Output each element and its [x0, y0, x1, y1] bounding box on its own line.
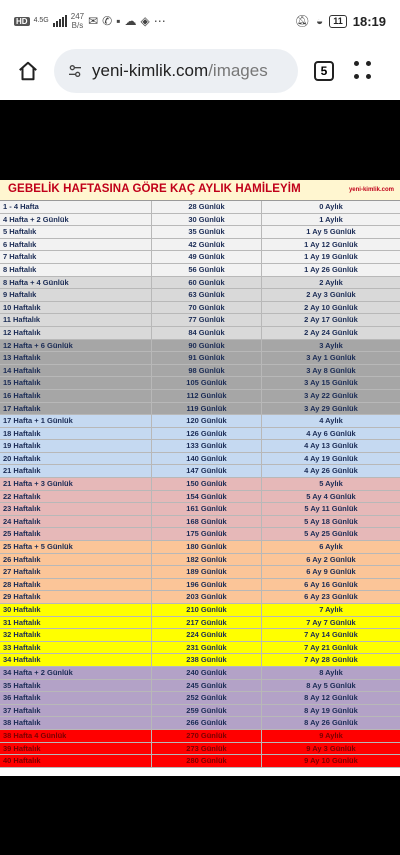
week-cell: 6 Haftalık: [0, 239, 152, 251]
table-row: [0, 289, 400, 302]
months-cell: 2 Aylık: [319, 277, 343, 287]
week-cell: 20 Haftalık: [0, 453, 152, 465]
days-cell: 63 Günlük: [152, 289, 262, 301]
week-cell: 17 Haftalık: [0, 403, 152, 415]
network-type: 4.5G: [33, 17, 49, 24]
table-row: [0, 251, 400, 264]
days-cell: 30 Günlük: [152, 214, 262, 226]
mute-icon: 🔕︎: [294, 14, 310, 28]
site-info-icon[interactable]: [66, 62, 84, 80]
week-cell: 37 Haftalık: [0, 705, 152, 717]
months-cell: 3 Ay 1 Günlük: [306, 353, 356, 363]
days-cell: 98 Günlük: [152, 365, 262, 377]
week-cell: 1 - 4 Hafta: [0, 201, 152, 213]
battery-icon: 11: [329, 15, 347, 28]
months-cell: 3 Ay 15 Günlük: [304, 378, 358, 388]
table-row: [0, 604, 400, 617]
months-cell: 4 Ay 19 Günlük: [304, 453, 358, 463]
months-cell: 2 Ay 17 Günlük: [304, 315, 358, 325]
months-cell: 7 Ay 28 Günlük: [304, 655, 358, 665]
table-row: [0, 365, 400, 378]
whatsapp-icon: ✆: [102, 14, 113, 28]
url-path: /images: [208, 61, 268, 80]
table-row: [0, 516, 400, 529]
table-body: [0, 201, 400, 768]
days-cell: 60 Günlük: [152, 277, 262, 289]
speed-value: 247: [70, 12, 85, 21]
table-row: [0, 352, 400, 365]
table-row: [0, 491, 400, 504]
months-cell: 3 Aylık: [319, 340, 343, 350]
messenger-icon: ✉: [88, 14, 99, 28]
url-domain: yeni-kimlik.com: [92, 61, 209, 80]
network-speed: [71, 12, 84, 30]
days-cell: 77 Günlük: [152, 314, 262, 326]
months-cell: 9 Ay 10 Günlük: [304, 756, 358, 766]
table-row: [0, 390, 400, 403]
home-icon: [17, 60, 39, 82]
table-row: [0, 277, 400, 290]
week-cell: 21 Haftalık: [0, 465, 152, 477]
notification-icon: ▪: [116, 14, 121, 28]
week-cell: 34 Haftalık: [0, 654, 152, 666]
table-row: [0, 302, 400, 315]
clock: 18:19: [352, 13, 386, 29]
week-cell: 32 Haftalık: [0, 629, 152, 641]
months-cell: 8 Ay 26 Günlük: [304, 718, 358, 728]
table-row: [0, 226, 400, 239]
months-cell: 7 Aylık: [319, 605, 343, 614]
table-row: [0, 717, 400, 730]
table-row: [0, 201, 400, 214]
week-cell: 12 Hafta + 6 Günlük: [0, 340, 152, 352]
days-cell: 210 Günlük: [152, 604, 262, 616]
days-cell: 196 Günlük: [152, 579, 262, 591]
days-cell: 119 Günlük: [152, 403, 262, 415]
months-cell: 8 Ay 12 Günlük: [304, 693, 358, 703]
months-cell: 5 Ay 4 Günlük: [306, 491, 356, 501]
months-cell: 2 Ay 10 Günlük: [304, 302, 358, 312]
months-cell: 2 Ay 3 Günlük: [306, 290, 356, 300]
days-cell: 147 Günlük: [152, 465, 262, 477]
week-cell: 38 Haftalık: [0, 717, 152, 729]
table-row: [0, 528, 400, 541]
week-cell: 5 Haftalık: [0, 226, 152, 238]
days-cell: 150 Günlük: [152, 478, 262, 490]
menu-icon[interactable]: [354, 61, 374, 81]
week-cell: 19 Haftalık: [0, 440, 152, 452]
months-cell: 7 Ay 14 Günlük: [304, 630, 358, 640]
months-cell: 6 Ay 9 Günlük: [306, 567, 356, 577]
table-row: [0, 503, 400, 516]
table-title-bar: [0, 180, 400, 201]
table-row: [0, 377, 400, 390]
home-button[interactable]: [10, 53, 46, 89]
table-row: [0, 667, 400, 680]
week-cell: 23 Haftalık: [0, 503, 152, 515]
days-cell: 189 Günlük: [152, 566, 262, 578]
week-cell: 31 Haftalık: [0, 617, 152, 629]
table-row: [0, 415, 400, 428]
week-cell: 34 Hafta + 2 Günlük: [0, 667, 152, 679]
days-cell: 168 Günlük: [152, 516, 262, 528]
months-cell: 6 Aylık: [319, 542, 343, 552]
table-row: [0, 755, 400, 768]
days-cell: 266 Günlük: [152, 717, 262, 729]
week-cell: 14 Haftalık: [0, 365, 152, 377]
table-row: [0, 440, 400, 453]
table-row: [0, 327, 400, 340]
week-cell: 15 Haftalık: [0, 377, 152, 389]
week-cell: 30 Haftalık: [0, 604, 152, 616]
months-cell: 1 Ay 12 Günlük: [304, 239, 358, 249]
days-cell: 84 Günlük: [152, 327, 262, 339]
days-cell: 91 Günlük: [152, 352, 262, 364]
days-cell: 252 Günlük: [152, 692, 262, 704]
months-cell: 7 Ay 21 Günlük: [304, 642, 358, 652]
table-row: [0, 692, 400, 705]
table-row: [0, 465, 400, 478]
months-cell: 5 Aylık: [319, 479, 343, 489]
week-cell: 8 Haftalık: [0, 264, 152, 276]
days-cell: 245 Günlük: [152, 680, 262, 692]
days-cell: 224 Günlük: [152, 629, 262, 641]
week-cell: 39 Haftalık: [0, 743, 152, 755]
week-cell: 29 Haftalık: [0, 591, 152, 603]
months-cell: 6 Ay 2 Günlük: [306, 554, 356, 564]
week-cell: 10 Haftalık: [0, 302, 152, 314]
table-row: [0, 428, 400, 441]
days-cell: 273 Günlük: [152, 743, 262, 755]
week-cell: 33 Haftalık: [0, 642, 152, 654]
months-cell: 6 Ay 23 Günlük: [304, 592, 358, 602]
table-row: [0, 743, 400, 756]
days-cell: 56 Günlük: [152, 264, 262, 276]
months-cell: 1 Ay 19 Günlük: [304, 252, 358, 262]
tab-switcher-button[interactable]: 5: [314, 61, 334, 81]
days-cell: 161 Günlük: [152, 503, 262, 515]
table-row: [0, 453, 400, 466]
days-cell: 35 Günlük: [152, 226, 262, 238]
wifi-icon: ◒: [315, 14, 324, 28]
days-cell: 238 Günlük: [152, 654, 262, 666]
table-row: [0, 340, 400, 353]
months-cell: 3 Ay 29 Günlük: [304, 403, 358, 413]
months-cell: 3 Ay 8 Günlük: [306, 365, 356, 375]
week-cell: 25 Hafta + 5 Günlük: [0, 541, 152, 553]
days-cell: 270 Günlük: [152, 730, 262, 742]
table-row: [0, 403, 400, 416]
table-row: [0, 705, 400, 718]
week-cell: 36 Haftalık: [0, 692, 152, 704]
days-cell: 112 Günlük: [152, 390, 262, 402]
week-cell: 16 Haftalık: [0, 390, 152, 402]
cloud-icon: ☁: [124, 14, 137, 28]
days-cell: 182 Günlük: [152, 554, 262, 566]
table-site: yeni-kimlik.com: [348, 187, 394, 193]
months-cell: 8 Ay 19 Günlük: [304, 705, 358, 715]
signal-icon: [53, 15, 67, 27]
months-cell: 9 Ay 3 Günlük: [306, 743, 356, 753]
week-cell: 12 Haftalık: [0, 327, 152, 339]
url-text: [92, 61, 268, 81]
days-cell: 175 Günlük: [152, 528, 262, 540]
table-row: [0, 554, 400, 567]
maps-icon: ◈: [140, 14, 150, 28]
pregnancy-table-image: [0, 180, 400, 776]
months-cell: 1 Aylık: [319, 214, 343, 224]
months-cell: 4 Ay 6 Günlük: [306, 428, 356, 438]
days-cell: 154 Günlük: [152, 491, 262, 503]
table-row: [0, 591, 400, 604]
week-cell: 17 Hafta + 1 Günlük: [0, 415, 152, 427]
table-row: [0, 478, 400, 491]
week-cell: 28 Haftalık: [0, 579, 152, 591]
table-row: [0, 579, 400, 592]
week-cell: 21 Hafta + 3 Günlük: [0, 478, 152, 490]
days-cell: 259 Günlük: [152, 705, 262, 717]
week-cell: 4 Hafta + 2 Günlük: [0, 214, 152, 226]
week-cell: 24 Haftalık: [0, 516, 152, 528]
months-cell: 6 Ay 16 Günlük: [304, 579, 358, 589]
browser-toolbar: [0, 42, 400, 100]
more-notifications-icon: ⋯: [153, 14, 166, 28]
week-cell: 9 Haftalık: [0, 289, 152, 301]
week-cell: 11 Haftalık: [0, 314, 152, 326]
week-cell: 38 Hafta 4 Günlük: [0, 730, 152, 742]
address-bar[interactable]: [54, 49, 298, 93]
status-bar: [0, 0, 400, 42]
week-cell: 40 Haftalık: [0, 755, 152, 767]
months-cell: 4 Ay 26 Günlük: [304, 466, 358, 476]
months-cell: 3 Ay 22 Günlük: [304, 390, 358, 400]
week-cell: 22 Haftalık: [0, 491, 152, 503]
days-cell: 180 Günlük: [152, 541, 262, 553]
days-cell: 70 Günlük: [152, 302, 262, 314]
months-cell: 1 Ay 5 Günlük: [306, 227, 356, 237]
table-row: [0, 541, 400, 554]
hd-badge: HD: [16, 16, 28, 26]
table-row: [0, 566, 400, 579]
months-cell: 5 Ay 25 Günlük: [304, 529, 358, 539]
table-row: [0, 730, 400, 743]
table-row: [0, 642, 400, 655]
months-cell: 4 Ay 13 Günlük: [304, 441, 358, 451]
table-row: [0, 654, 400, 667]
table-row: [0, 617, 400, 630]
table-row: [0, 629, 400, 642]
days-cell: 280 Günlük: [152, 755, 262, 767]
table-row: [0, 214, 400, 227]
days-cell: 49 Günlük: [152, 251, 262, 263]
days-cell: 140 Günlük: [152, 453, 262, 465]
days-cell: 217 Günlük: [152, 617, 262, 629]
months-cell: 8 Ay 5 Günlük: [306, 680, 356, 690]
months-cell: 7 Ay 7 Günlük: [306, 617, 356, 627]
months-cell: 0 Aylık: [319, 202, 343, 211]
week-cell: 7 Haftalık: [0, 251, 152, 263]
days-cell: 126 Günlük: [152, 428, 262, 440]
table-row: [0, 239, 400, 252]
days-cell: 105 Günlük: [152, 377, 262, 389]
months-cell: 4 Aylık: [319, 416, 343, 426]
week-cell: 27 Haftalık: [0, 566, 152, 578]
week-cell: 13 Haftalık: [0, 352, 152, 364]
week-cell: 35 Haftalık: [0, 680, 152, 692]
days-cell: 231 Günlük: [152, 642, 262, 654]
week-cell: 26 Haftalık: [0, 554, 152, 566]
table-row: [0, 264, 400, 277]
speed-unit: B/s: [71, 21, 84, 30]
table-row: [0, 680, 400, 693]
days-cell: 133 Günlük: [152, 440, 262, 452]
months-cell: 8 Aylık: [319, 667, 343, 677]
days-cell: 203 Günlük: [152, 591, 262, 603]
week-cell: 18 Haftalık: [0, 428, 152, 440]
months-cell: 1 Ay 26 Günlük: [304, 264, 358, 274]
week-cell: 8 Hafta + 4 Günlük: [0, 277, 152, 289]
days-cell: 42 Günlük: [152, 239, 262, 251]
months-cell: 5 Ay 11 Günlük: [304, 504, 358, 514]
week-cell: 25 Haftalık: [0, 528, 152, 540]
months-cell: 5 Ay 18 Günlük: [304, 516, 358, 526]
days-cell: 240 Günlük: [152, 667, 262, 679]
table-row: [0, 314, 400, 327]
months-cell: 2 Ay 24 Günlük: [304, 327, 358, 337]
table-title: GEBELİK HAFTASINA GÖRE KAÇ AYLIK HAMİLEYİM: [8, 183, 301, 195]
days-cell: 28 Günlük: [152, 201, 262, 213]
months-cell: 9 Aylık: [319, 730, 343, 740]
days-cell: 90 Günlük: [152, 340, 262, 352]
days-cell: 120 Günlük: [152, 415, 262, 427]
